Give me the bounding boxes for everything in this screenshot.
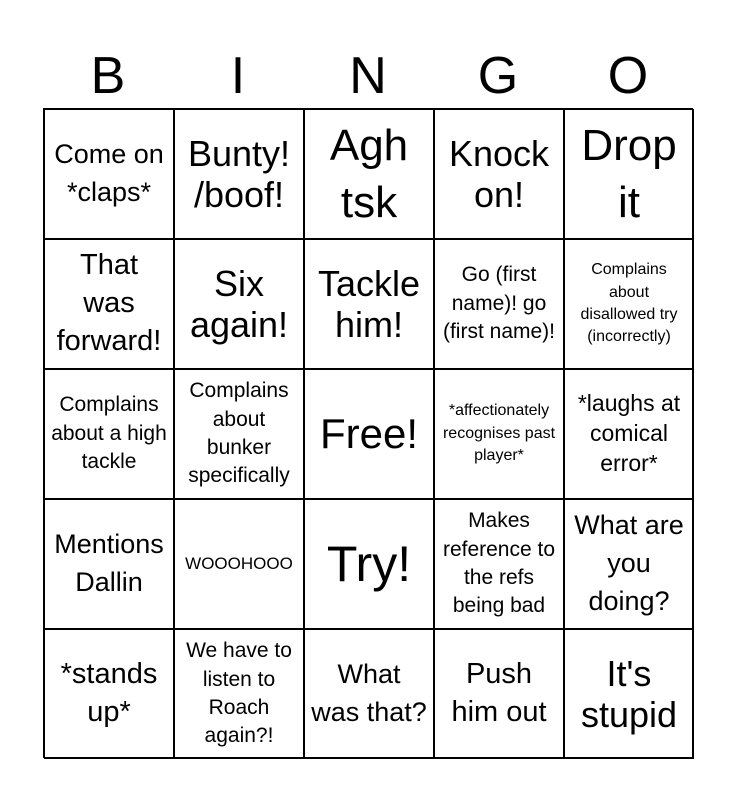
cell-label: *affectionately recognises past player* <box>442 402 556 465</box>
bingo-cell-r2-c4[interactable] <box>434 239 564 369</box>
cell-label: Complains about bunker specifically <box>188 379 290 488</box>
cell-label: That was forward! <box>56 249 162 357</box>
cell-label: Mentions Dallin <box>54 529 164 597</box>
cell-label: Six again! <box>189 262 289 345</box>
bingo-cell-r3-c2[interactable] <box>174 369 304 499</box>
bingo-cell-r3-c3[interactable] <box>304 369 434 499</box>
bingo-cell-r4-c2[interactable] <box>174 499 304 629</box>
bingo-board <box>43 108 693 758</box>
bingo-cell-r5-c3[interactable] <box>304 629 434 759</box>
cell-label: *stands up* <box>60 658 158 728</box>
bingo-cell-r2-c5[interactable] <box>564 239 694 369</box>
bingo-cell-r3-c4[interactable] <box>434 369 564 499</box>
bingo-cell-r1-c1[interactable] <box>44 109 174 239</box>
bingo-cell-r5-c4[interactable] <box>434 629 564 759</box>
cell-label: Bunty! /boof! <box>187 132 291 215</box>
cell-label: WOOOHOOO <box>185 553 293 573</box>
cell-label: Try! <box>326 535 412 592</box>
bingo-header <box>43 44 693 108</box>
bingo-cell-r3-c5[interactable] <box>564 369 694 499</box>
bingo-cell-r2-c1[interactable] <box>44 239 174 369</box>
bingo-cell-r5-c5[interactable] <box>564 629 694 759</box>
bingo-cell-r1-c2[interactable] <box>174 109 304 239</box>
bingo-cell-r1-c4[interactable] <box>434 109 564 239</box>
header-letter-n: N <box>349 47 387 105</box>
cell-label: It's stupid <box>580 652 678 735</box>
bingo-cell-r1-c3[interactable] <box>304 109 434 239</box>
cell-label: *laughs at comical error* <box>577 390 681 476</box>
header-letter-g: G <box>477 47 519 105</box>
bingo-cell-r4-c3[interactable] <box>304 499 434 629</box>
cell-label: Complains about a high tackle <box>51 393 167 474</box>
cell-label: What are you doing? <box>574 510 684 616</box>
cell-label: Free! <box>319 409 419 457</box>
header-letter-b: B <box>90 47 126 105</box>
cell-label: Knock on! <box>448 132 550 215</box>
bingo-cell-r3-c1[interactable] <box>44 369 174 499</box>
cell-label: Complains about disallowed try (incorrectly) <box>580 261 678 346</box>
cell-label: Tackle him! <box>317 262 421 345</box>
bingo-cell-r5-c1[interactable] <box>44 629 174 759</box>
bingo-cell-r4-c4[interactable] <box>434 499 564 629</box>
header-letter-i: I <box>230 47 246 105</box>
cell-label: Come on *claps* <box>54 139 164 207</box>
cell-label: Makes reference to the refs being bad <box>442 509 556 618</box>
cell-label: Push him out <box>451 658 547 728</box>
cell-label: We have to listen to Roach again?! <box>186 639 292 748</box>
bingo-cell-r5-c2[interactable] <box>174 629 304 759</box>
bingo-cell-r2-c3[interactable] <box>304 239 434 369</box>
bingo-cell-r1-c5[interactable] <box>564 109 694 239</box>
bingo-cell-r4-c5[interactable] <box>564 499 694 629</box>
header-letter-o: O <box>607 47 649 105</box>
bingo-cell-r4-c1[interactable] <box>44 499 174 629</box>
bingo-cell-r2-c2[interactable] <box>174 239 304 369</box>
cell-label: Drop it <box>581 120 677 227</box>
cell-label: Go (first name)! go (first name)! <box>442 263 555 344</box>
cell-label: What was that? <box>311 659 427 727</box>
cell-label: Agh tsk <box>329 120 409 227</box>
